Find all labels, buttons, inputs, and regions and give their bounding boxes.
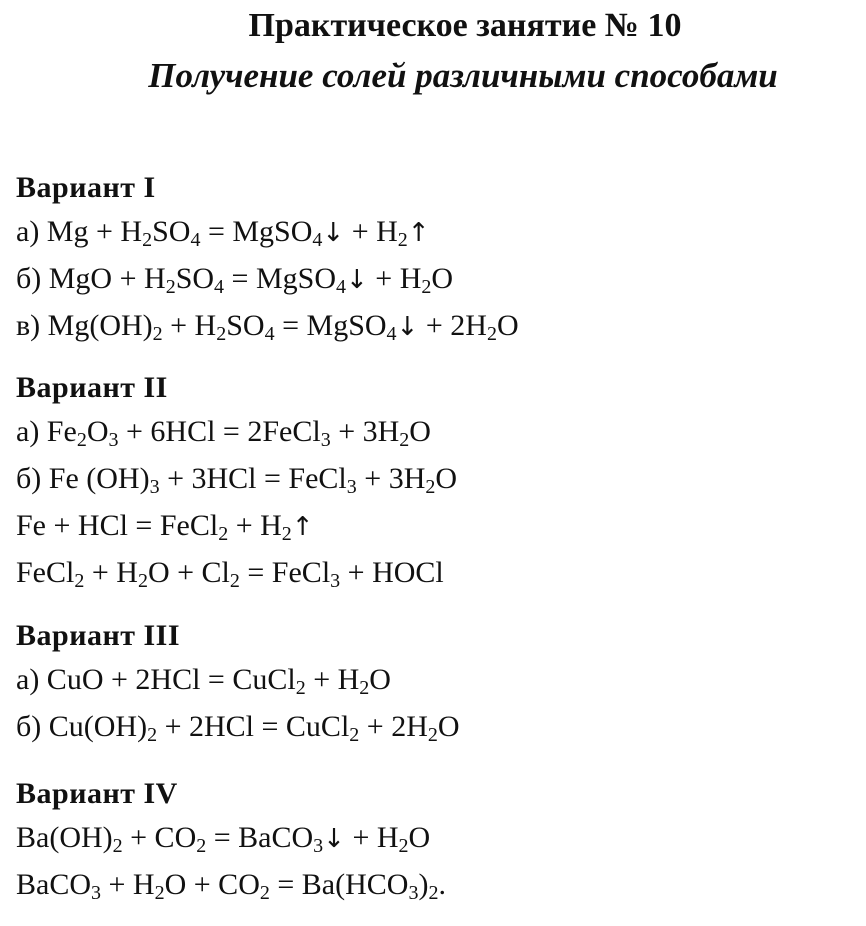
equation-line: BaCO$_3$ + $H_2O + CO_2 = Ba(HCO_3)_2$. [16, 868, 446, 904]
equation-line: в) $Mg(OH)_2 + H_2SO_4$ = MgSO$_4$↓ + $2H_2O$ [16, 309, 519, 345]
equation-line: а) CuO + 2HCl = CuCl$_2$ + $H_2O$ [16, 663, 391, 699]
equation-line: б) Fe $(OH)_3 + 3HCl$ = FeCl$_3$ + $3H_2O$ [16, 462, 458, 498]
precipitate-arrow-icon: ↓ [322, 218, 345, 248]
equation-line: FeCl$_2$ + $H_2O + Cl_2$ = FeCl$_3$ + HOCl [16, 556, 444, 592]
precipitate-arrow-icon: ↓ [396, 312, 419, 342]
variant-section-2 [16, 368, 856, 596]
variant-section-1 [16, 168, 856, 349]
equation-line: Fe + HCl = FeCl$_2$ + $H_2↑$ [16, 509, 314, 545]
precipitate-arrow-icon: ↓ [346, 265, 368, 295]
gas-arrow-icon: ↑ [407, 218, 430, 248]
precipitate-arrow-icon: ↓ [323, 824, 345, 854]
equation-line: а) $Fe_2O_3 + 6HCl$ = 2FeCl$_3$ + $3H_2O$ [16, 415, 431, 451]
variant-heading: Вариант II [16, 371, 168, 404]
equation-line: а) $Mg + H_2SO_4$ = MgSO$_4$↓ + $H_2↑$ [16, 215, 430, 251]
equation-line: $Ba(OH)_2 + CO_2$ = BaCO$_3$↓ + $H_2O$ [16, 821, 431, 857]
variant-section-3 [16, 616, 856, 750]
equation-line: б) MgO + $H_2SO_4$ = MgSO$_4$↓ + $H_2O$ [16, 262, 454, 298]
variant-heading: Вариант III [16, 619, 181, 652]
variant-heading: Вариант I [16, 171, 156, 204]
page-title: Практическое занятие № 10 [248, 7, 682, 44]
variant-section-4 [16, 774, 856, 908]
page-subtitle: Получение солей различными способами [148, 56, 778, 95]
equation-line: б) $Cu(OH)_2 + 2HCl$ = CuCl$_2$ + $2H_2O$ [16, 710, 460, 746]
gas-arrow-icon: ↑ [291, 512, 314, 542]
variant-heading: Вариант IV [16, 777, 178, 810]
